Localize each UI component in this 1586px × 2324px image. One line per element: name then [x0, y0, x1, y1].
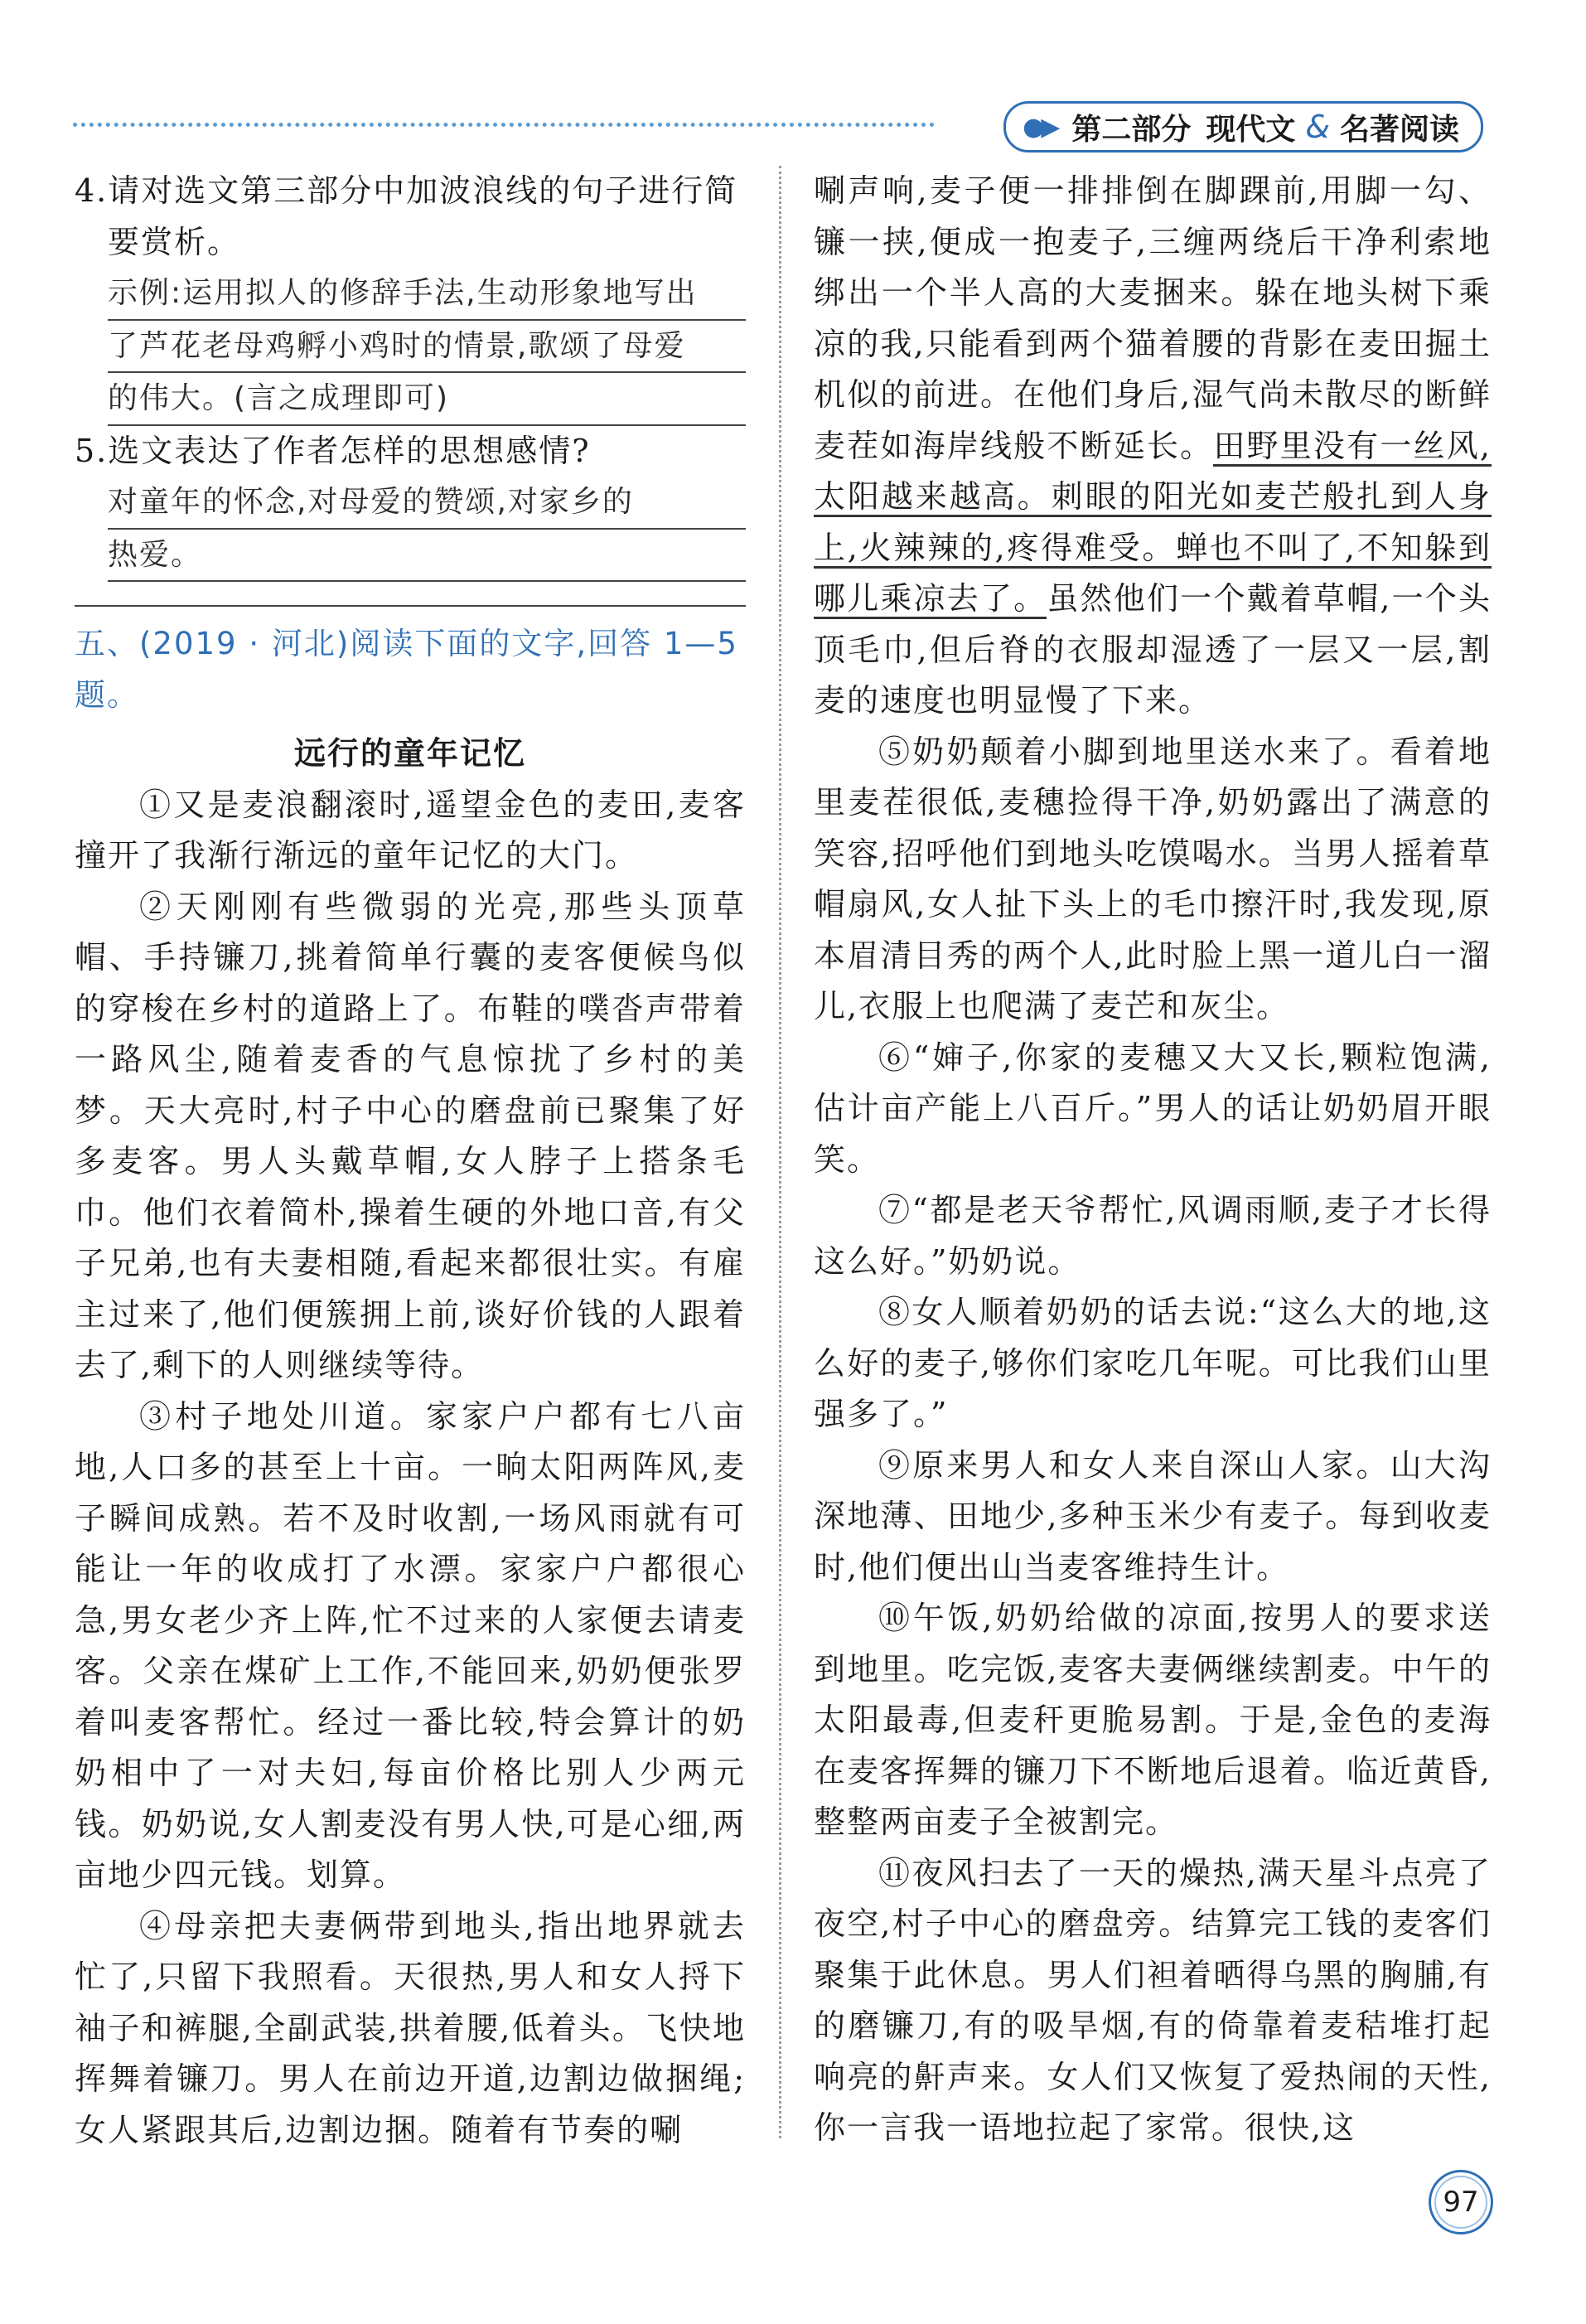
paragraph-4-continued — [814, 166, 1492, 727]
answer-line: 的伟大。(言之成理即可) — [108, 373, 746, 426]
play-arrow-icon: ●▶ — [1023, 112, 1057, 142]
page-header — [73, 98, 1500, 154]
paragraph-6: ⑥“婶子,你家的麦穗又大又长,颗粒饱满,估计亩产能上八百斤。”男人的话让奶奶眉开眼笑。 — [814, 1039, 1492, 1178]
answer-line: 示例:运用拟人的修辞手法,生动形象地写出 — [108, 268, 746, 321]
paragraph-4-cont-a: 唰声响,麦子便一排排倒在脚踝前,用脚一勾、镰一挟,便成一抱麦子,三缠两绕后干净利索地绑出一个半人高的大麦捆来。躲在地头树下乘凉的我,只能看到两个猫着腰的背影在麦田掘土机似的前进。在他们身后,湿气尚未散尽的断鲜麦茬如海岸线般不断延长。 — [814, 172, 1492, 464]
question-4-text: 请对选文第三部分中加波浪线的句子进行简要赏析。 — [108, 172, 738, 260]
section-sub1: 现代文 — [1206, 112, 1296, 147]
paragraph-4: ④母亲把夫妻俩带到地头,指出地界就去忙了,只留下我照看。天很热,男人和女人捋下袖子和裤腿,全副武装,拱着腰,低着头。飞快地挥舞着镰刀。男人在前边开道,边割边做捆绳;女人紧跟其后,边割边捆。随着有节奏的唰 — [75, 1907, 746, 2148]
paragraph-9: ⑨原来男人和女人来自深山人家。山大沟深地薄、田地少,多种玉米少有麦子。每到收麦时,他们便出山当麦客维持生计。 — [814, 1446, 1492, 1586]
page-number: 97 — [1429, 2170, 1493, 2234]
section-rule — [75, 605, 746, 607]
paragraph-10: ⑩午饭,奶奶给做的凉面,按男人的要求送到地里。吃完饭,麦客夫妻俩继续割麦。中午的太阳最毒,但麦秆更脆易割。于是,金色的麦海在麦客挥舞的镰刀下不断地后退着。临近黄昏,整整两亩麦子全被割完。 — [814, 1600, 1492, 1840]
question-5-number: 5. — [75, 432, 109, 469]
section-title: 五、(2019 · 河北)阅读下面的文字,回答 1—5 题。 — [75, 626, 738, 713]
header-dotted-line — [73, 123, 935, 127]
question-5-answer — [75, 477, 746, 582]
question-4 — [75, 166, 746, 268]
answer-line: 对童年的怀念,对母爱的赞颂,对家乡的 — [108, 477, 746, 530]
underlined-sentence: 田野里没有一丝风,太阳越来越高。刺眼的阳光如麦芒般扎到人身上,火辣辣的,疼得难受。蝉也不叫了,不知躲到哪儿乘凉去了。 — [814, 428, 1492, 620]
question-5 — [75, 426, 746, 477]
paragraph-8: ⑧女人顺着奶奶的话去说:“这么大的地,这么好的麦子,够你们家吃几年呢。可比我们山里强多了。” — [814, 1294, 1492, 1432]
paragraph-5: ⑤奶奶颠着小脚到地里送水来了。看着地里麦茬很低,麦穗捡得干净,奶奶露出了满意的笑容,招呼他们到地头吃馍喝水。当男人摇着草帽扇风,女人扯下头上的毛巾擦汗时,我发现,原本眉清目秀的两个人,此时脸上黑一道儿白一溜儿,衣服上也爬满了麦芒和灰尘。 — [814, 733, 1492, 1024]
article-title: 远行的童年记忆 — [293, 735, 526, 772]
paragraph-7: ⑦“都是老天爷帮忙,风调雨顺,麦子才长得这么好。”奶奶说。 — [814, 1192, 1492, 1280]
paragraph-2: ②天刚刚有些微弱的光亮,那些头顶草帽、手持镰刀,挑着简单行囊的麦客便候鸟似的穿梭在乡村的道路上了。布鞋的噗沓声带着一路风尘,随着麦香的气息惊扰了乡村的美梦。天大亮时,村子中心的磨盘前已聚集了好多麦客。男人头戴草帽,女人脖子上搭条毛巾。他们衣着简朴,操着生硬的外地口音,有父子兄弟,也有夫妻相随,看起来都很壮实。有雇主过来了,他们便簇拥上前,谈好价钱的人跟着去了,剩下的人则继续等待。 — [75, 888, 746, 1383]
ampersand: & — [1305, 109, 1330, 145]
question-5-text: 选文表达了作者怎样的思想感情? — [108, 432, 591, 469]
right-column — [814, 166, 1492, 2154]
section-label: 第二部分 — [1071, 112, 1192, 147]
column-divider — [779, 166, 781, 2138]
paragraph-3: ③村子地处川道。家家户户都有七八亩地,人口多的甚至上十亩。一晌太阳两阵风,麦子瞬间成熟。若不及时收割,一场风雨就有可能让一年的收成打了水漂。家家户户都很心急,男女老少齐上阵,忙不过来的人家便去请麦客。父亲在煤矿上工作,不能回来,奶奶便张罗着叫麦客帮忙。经过一番比较,特会算计的奶奶相中了一对夫妇,每亩价格比别人少两元钱。奶奶说,女人割麦没有男人快,可是心细,两亩地少四元钱。划算。 — [75, 1397, 746, 1893]
answer-line: 热爱。 — [108, 530, 746, 583]
paragraph-1: ①又是麦浪翻滚时,遥望金色的麦田,麦客撞开了我渐行渐远的童年记忆的大门。 — [75, 786, 746, 874]
answer-line: 了芦花老母鸡孵小鸡时的情景,歌颂了母爱 — [108, 321, 746, 374]
paragraph-4-cont-b: 虽然他们一个戴着草帽,一个头顶毛巾,但后脊的衣服却湿透了一层又一层,割麦的速度也明显慢了下来。 — [814, 580, 1492, 719]
left-column — [75, 166, 746, 2156]
section-tag — [1003, 101, 1483, 153]
section-sub2: 名著阅读 — [1339, 112, 1459, 147]
question-4-number: 4. — [75, 172, 109, 209]
paragraph-11: ⑪夜风扫去了一天的燥热,满天星斗点亮了夜空,村子中心的磨盘旁。结算完工钱的麦客们聚集于此休息。男人们袒着晒得乌黑的胸脯,有的磨镰刀,有的吸旱烟,有的倚靠着麦秸堆打起响亮的鼾声来。女人们又恢复了爱热闹的天性,你一言我一语地拉起了家常。很快,这 — [814, 1854, 1492, 2146]
question-4-answer — [75, 268, 746, 426]
